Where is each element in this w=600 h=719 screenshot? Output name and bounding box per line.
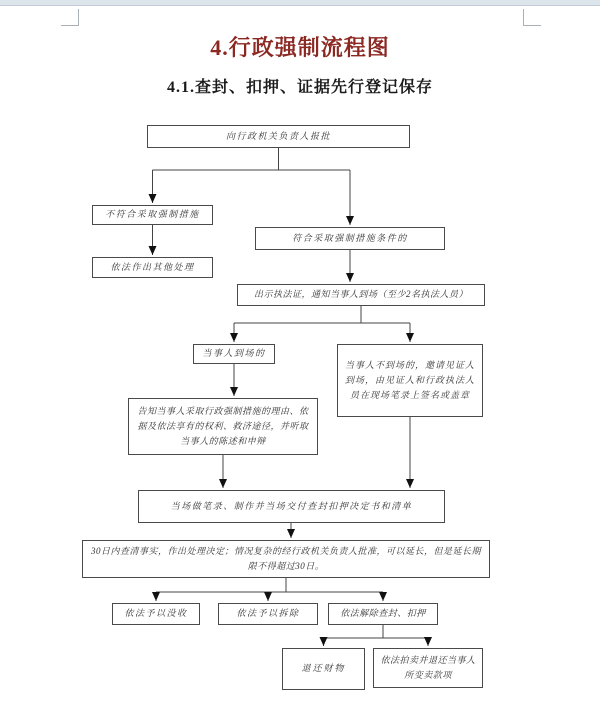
flow-node-report-approval: 向行政机关负责人报批 (147, 125, 410, 148)
flow-node-demolish: 依法予以拆除 (218, 603, 318, 625)
flow-node-show-credentials: 出示执法证，通知当事人到场（至少2名执法人员） (237, 284, 485, 306)
flow-node-meet-conditions: 符合采取强制措施条件的 (255, 227, 445, 250)
flow-node-not-meet-conditions: 不符合采取强制措施 (92, 205, 213, 225)
window-top-edge (0, 0, 600, 6)
flow-node-return-property: 退还财物 (282, 648, 365, 690)
flow-node-decision-30-days: 30日内查清事实，作出处理决定；情况复杂的经行政机关负责人批准，可以延长，但是延长期限不得超过30日。 (82, 540, 490, 578)
flow-node-inform-rights: 告知当事人采取行政强制措施的理由、依据及依法享有的权利、救济途径，并听取当事人的陈述和申辩 (128, 398, 318, 455)
flow-node-party-present: 当事人到场的 (193, 344, 275, 364)
flow-node-confiscate: 依法予以没收 (112, 603, 200, 625)
flow-node-onsite-record: 当场做笔录、制作并当场交付查封扣押决定书和清单 (138, 490, 445, 523)
margin-mark-left (61, 9, 79, 26)
margin-mark-right (523, 9, 541, 26)
page-title: 4.行政强制流程图 (210, 35, 390, 60)
flow-node-party-absent: 当事人不到场的，邀请见证人到场，由见证人和行政执法人员在现场笔录上签名或盖章 (337, 344, 483, 417)
flow-node-other-handling: 依法作出其他处理 (92, 257, 213, 278)
flow-node-lift-seizure: 依法解除查封、扣押 (328, 603, 438, 625)
flow-node-auction-refund: 依法拍卖并退还当事人所变卖款项 (373, 648, 483, 688)
page-subtitle: 4.1.查封、扣押、证据先行登记保存 (166, 79, 433, 96)
